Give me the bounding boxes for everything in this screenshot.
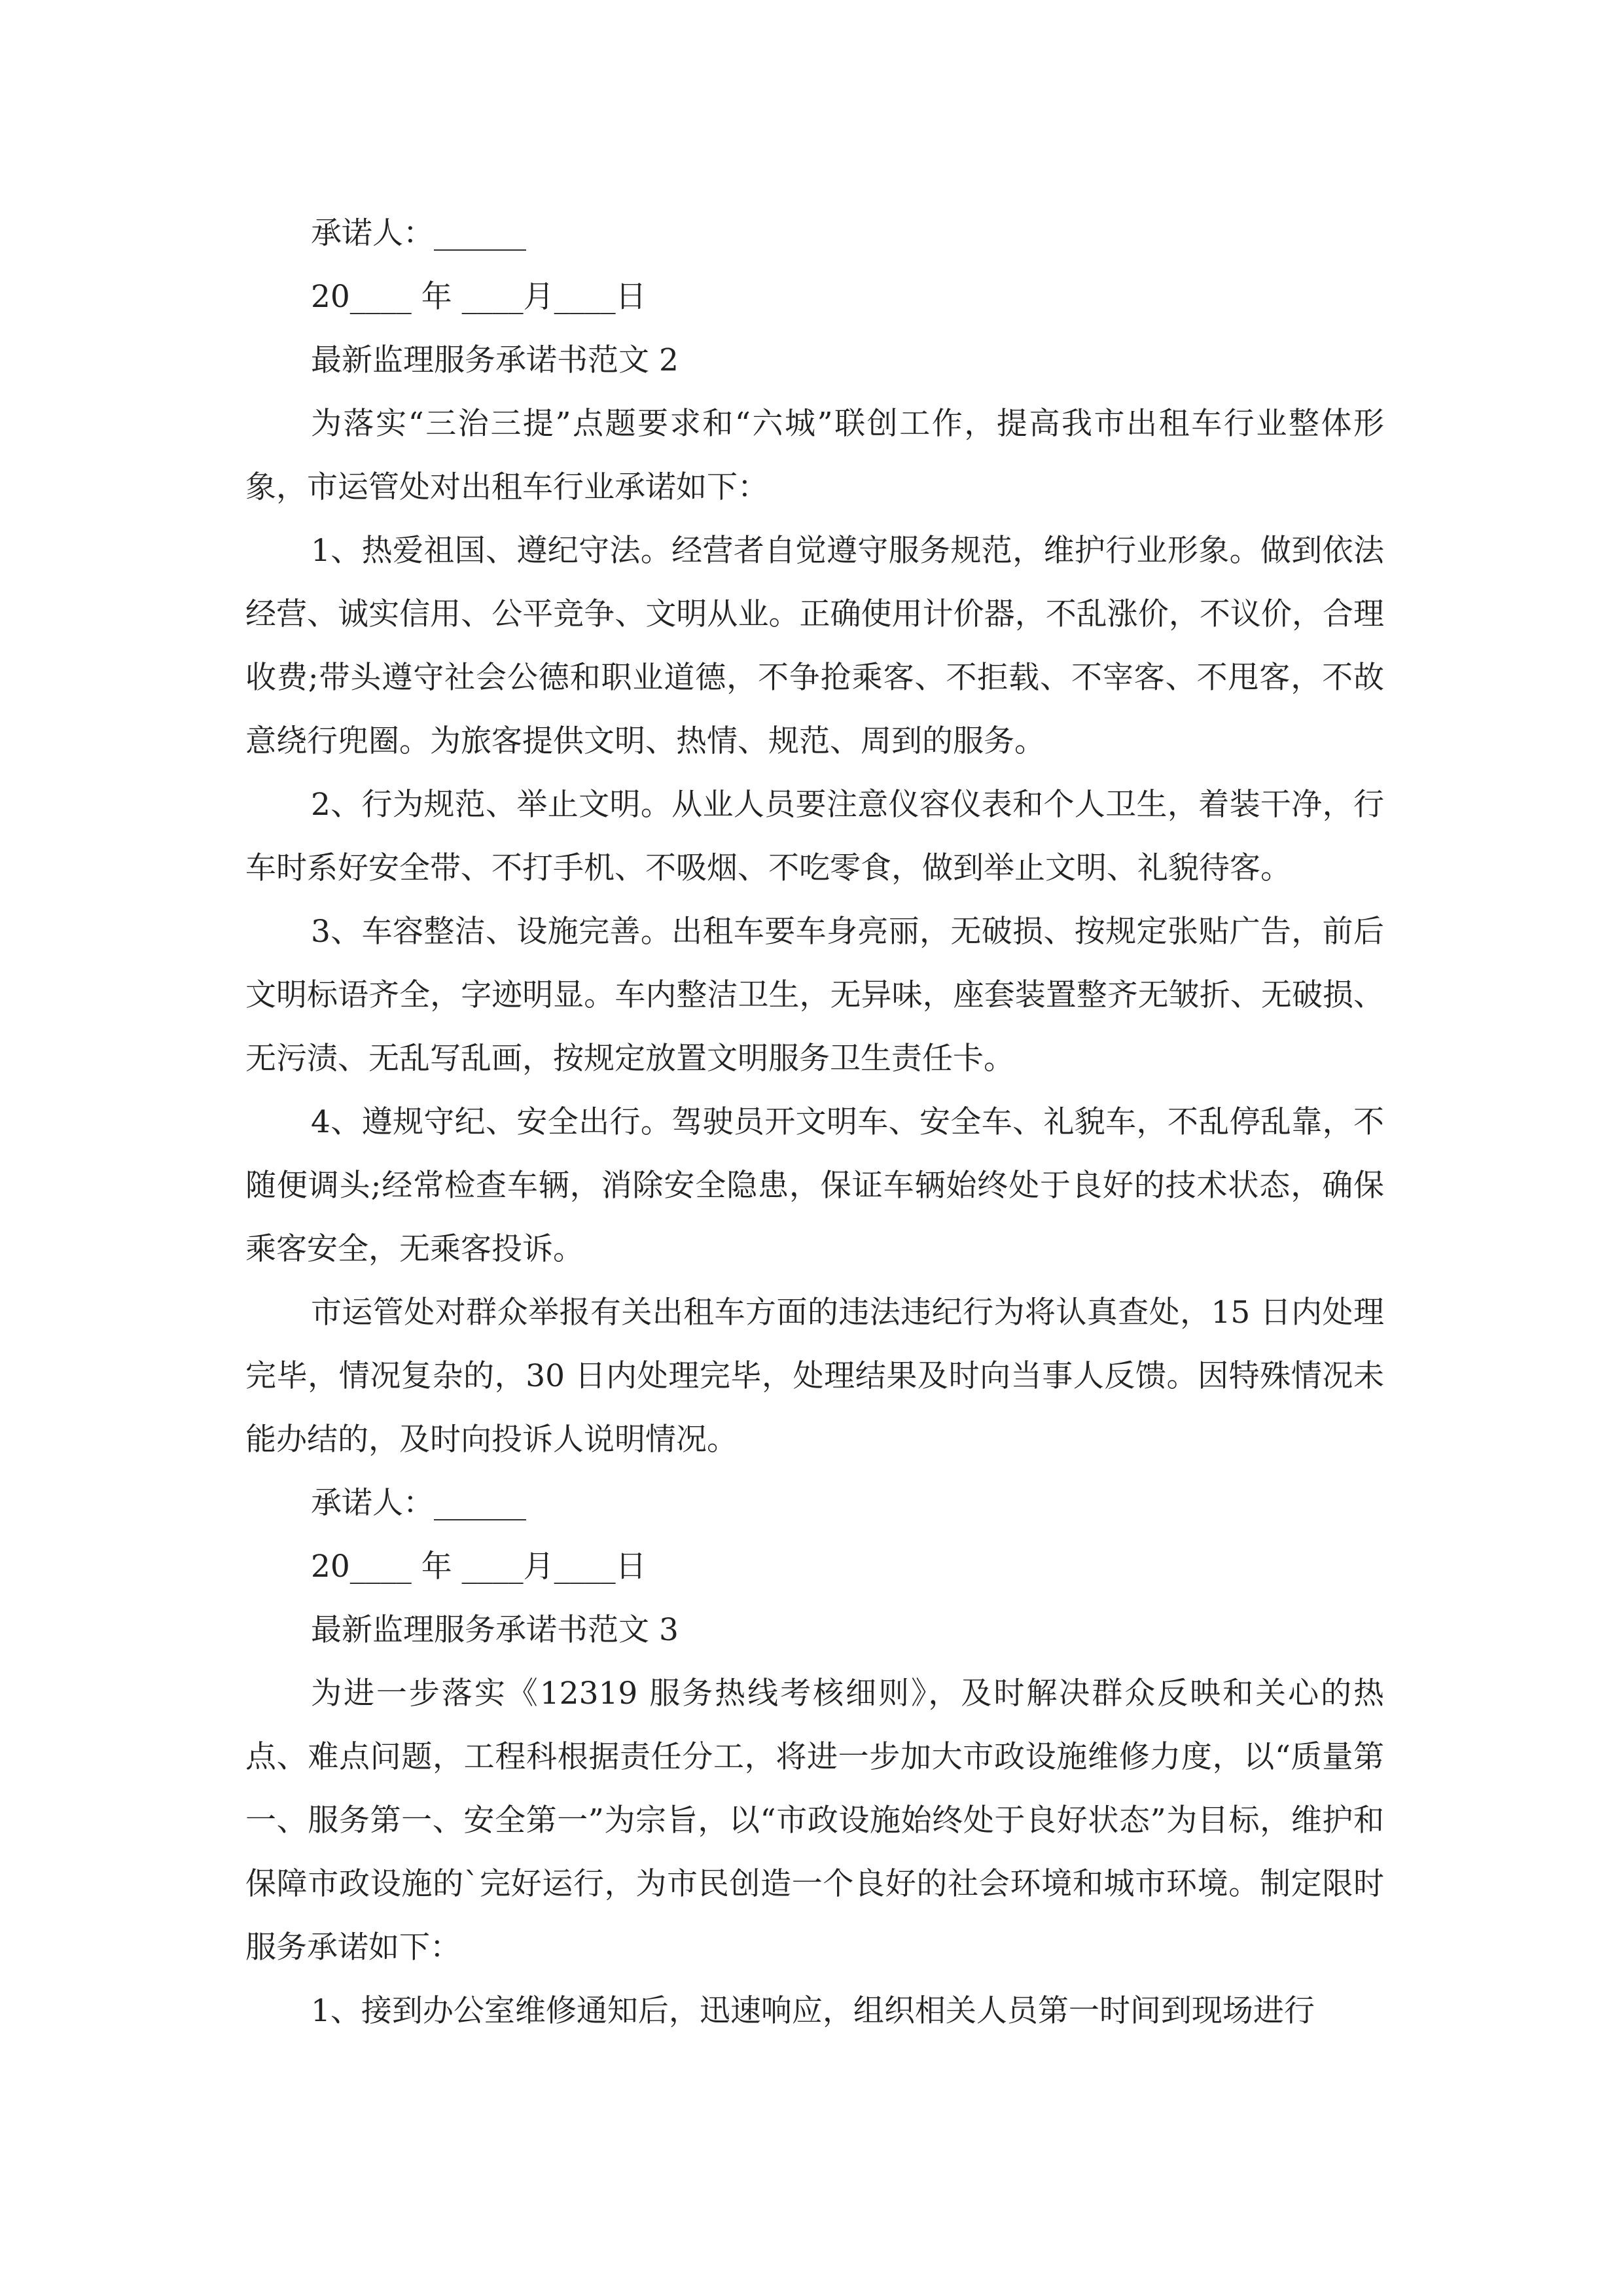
date-line: 20____ 年 ____月____日 (311, 279, 647, 315)
document-body (245, 202, 1384, 2043)
paragraph: 为进一步落实《12319 服务热线考核细则》，及时解决群众反映和关心的热点、难点问题，工程科根据责任分工，将进一步加大市政设施维修力度，以“质量第一、服务第一、安全第一”为宗旨，以“市政设施始终处于良好状态”为目标，维护和保障市政设施的`完好运行，为市民创造一个良好的社会环境和城市环境。制定限时服务承诺如下： (245, 1676, 1384, 1965)
section-heading: 最新监理服务承诺书范文 2 (311, 342, 679, 378)
signature-line: 承诺人：______ (311, 215, 526, 251)
paragraph: 2、行为规范、举止文明。从业人员要注意仪容仪表和个人卫生，着装干净，行车时系好安全带、不打手机、不吸烟、不吃零食，做到举止文明、礼貌待客。 (245, 787, 1384, 886)
paragraph: 为落实“三治三提”点题要求和“六城”联创工作，提高我市出租车行业整体形象，市运管处对出租车行业承诺如下： (245, 406, 1384, 505)
signature-line: 承诺人：______ (311, 1485, 526, 1521)
section-heading: 最新监理服务承诺书范文 3 (311, 1612, 679, 1648)
paragraph: 1、热爱祖国、遵纪守法。经营者自觉遵守服务规范，维护行业形象。做到依法经营、诚实信用、公平竞争、文明从业。正确使用计价器，不乱涨价，不议价，合理收费;带头遵守社会公德和职业道德，不争抢乘客、不拒载、不宰客、不甩客，不故意绕行兜圈。为旅客提供文明、热情、规范、周到的服务。 (245, 533, 1384, 759)
paragraph: 市运管处对群众举报有关出租车方面的违法违纪行为将认真查处，15 日内处理完毕，情况复杂的，30 日内处理完毕，处理结果及时向当事人反馈。因特殊情况未能办结的，及时向投诉人说明情况。 (245, 1295, 1384, 1458)
paragraph: 1、接到办公室维修通知后，迅速响应，组织相关人员第一时间到现场进行 (311, 1993, 1315, 2029)
paragraph: 4、遵规守纪、安全出行。驾驶员开文明车、安全车、礼貌车，不乱停乱靠，不随便调头;经常检查车辆，消除安全隐患，保证车辆始终处于良好的技术状态，确保乘客安全，无乘客投诉。 (245, 1104, 1384, 1267)
date-line: 20____ 年 ____月____日 (311, 1549, 647, 1585)
paragraph: 3、车容整洁、设施完善。出租车要车身亮丽，无破损、按规定张贴广告，前后文明标语齐全，字迹明显。车内整洁卫生，无异味，座套装置整齐无皱折、无破损、无污渍、无乱写乱画，按规定放置文明服务卫生责任卡。 (245, 914, 1384, 1077)
